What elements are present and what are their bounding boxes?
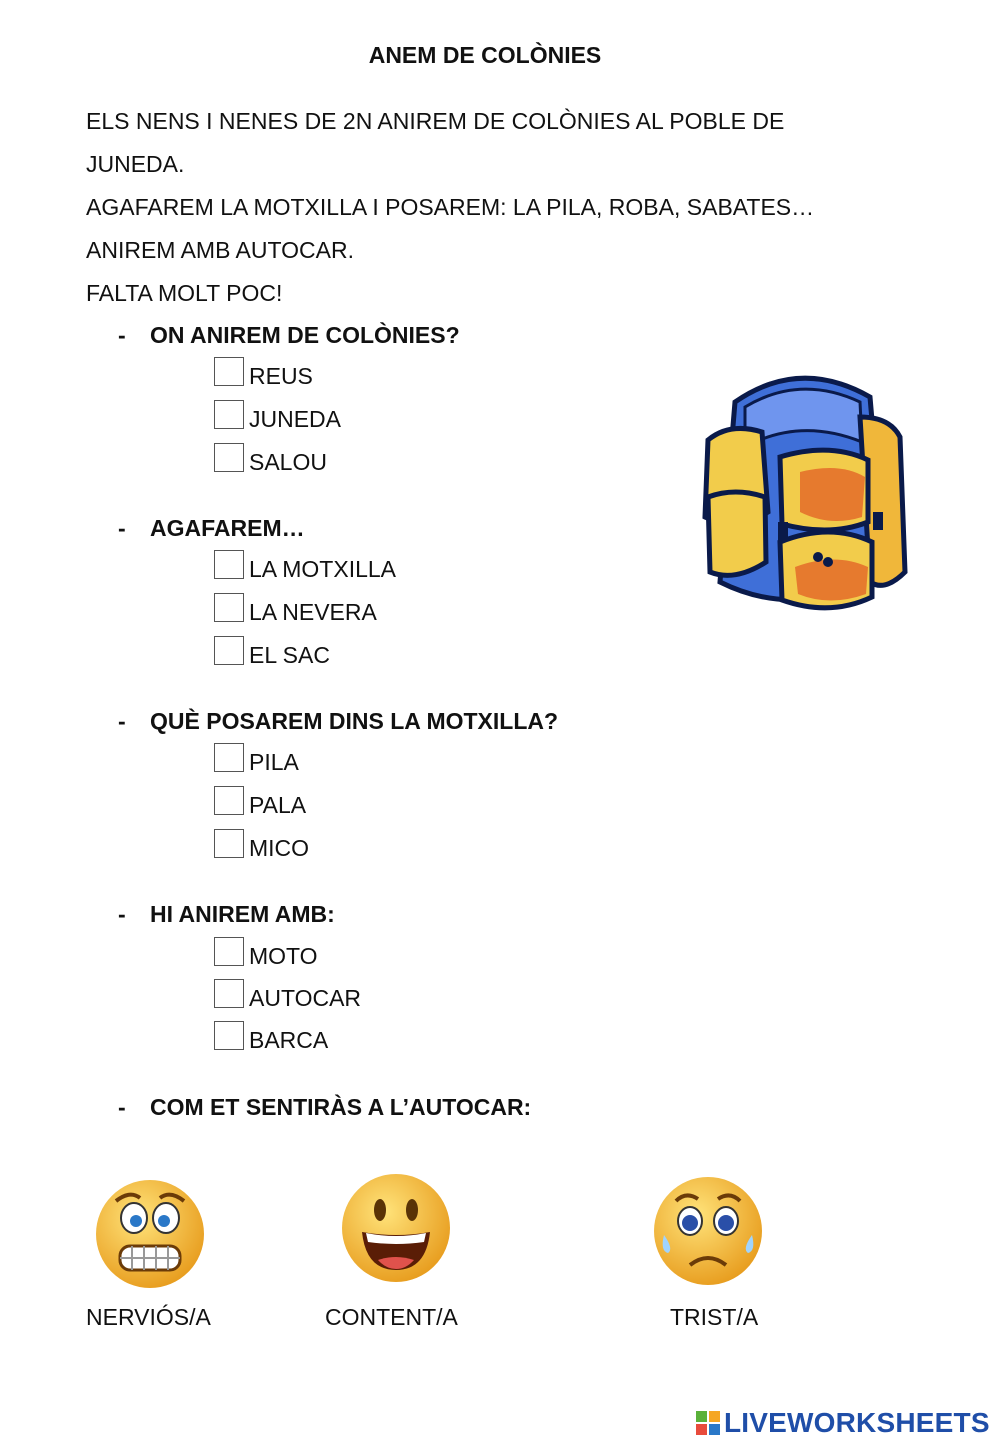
checkbox[interactable]	[214, 743, 244, 772]
option-el-sac[interactable]	[214, 635, 330, 667]
checkbox[interactable]	[214, 593, 244, 622]
option-label: JUNEDA	[249, 406, 342, 432]
option-label: LA MOTXILLA	[249, 556, 397, 582]
option-label: BARCA	[249, 1027, 329, 1053]
option-label: EL SAC	[249, 642, 330, 668]
nervous-face-icon	[92, 1176, 208, 1292]
option-barca[interactable]	[214, 1020, 328, 1052]
checkbox[interactable]	[214, 550, 244, 579]
option-mico[interactable]	[214, 828, 309, 860]
backpack-icon	[690, 362, 910, 622]
logo-icon	[696, 1411, 720, 1435]
feeling-label-happy: CONTENT/A	[325, 1304, 458, 1330]
intro-line-2: JUNEDA.	[86, 151, 185, 177]
question-text: QUÈ POSAREM DINS LA MOTXILLA?	[150, 708, 559, 734]
question-text: HI ANIREM AMB:	[150, 901, 335, 927]
option-label: LA NEVERA	[249, 599, 377, 625]
option-moto[interactable]	[214, 936, 318, 968]
option-label: PILA	[249, 749, 299, 775]
bullet-dash: -	[118, 322, 126, 348]
option-pila[interactable]	[214, 742, 299, 774]
option-label: MOTO	[249, 943, 318, 969]
intro-line-4: ANIREM AMB AUTOCAR.	[86, 237, 354, 263]
question-4	[118, 901, 335, 928]
option-autocar[interactable]	[214, 978, 361, 1010]
option-la-nevera[interactable]	[214, 592, 377, 624]
question-2	[118, 515, 305, 542]
checkbox[interactable]	[214, 937, 244, 966]
option-salou[interactable]	[214, 442, 327, 474]
feeling-label-nervous: NERVIÓS/A	[86, 1304, 211, 1330]
bullet-dash: -	[118, 901, 126, 927]
option-reus[interactable]	[214, 356, 313, 388]
bullet-dash: -	[118, 708, 126, 734]
question-text: ON ANIREM DE COLÒNIES?	[150, 322, 460, 348]
option-pala[interactable]	[214, 785, 306, 817]
logo-text: LIVEWORKSHEETS	[724, 1407, 990, 1438]
question-1	[118, 322, 460, 349]
option-label: AUTOCAR	[249, 985, 362, 1011]
checkbox[interactable]	[214, 829, 244, 858]
checkbox[interactable]	[214, 636, 244, 665]
option-la-motxilla[interactable]	[214, 549, 396, 581]
question-5	[118, 1094, 531, 1121]
bullet-dash: -	[118, 515, 126, 541]
option-juneda[interactable]	[214, 399, 341, 431]
bullet-dash: -	[118, 1094, 126, 1120]
intro-line-5: FALTA MOLT POC!	[86, 280, 283, 306]
checkbox[interactable]	[214, 979, 244, 1008]
question-3	[118, 708, 558, 735]
checkbox[interactable]	[214, 357, 244, 386]
checkbox[interactable]	[214, 1021, 244, 1050]
question-text: COM ET SENTIRÀS A L’AUTOCAR:	[150, 1094, 532, 1120]
option-label: MICO	[249, 835, 310, 861]
option-label: REUS	[249, 363, 313, 389]
page-title: ANEM DE COLÒNIES	[368, 42, 602, 68]
option-label: SALOU	[249, 449, 327, 475]
checkbox[interactable]	[214, 443, 244, 472]
liveworksheets-logo	[696, 1406, 990, 1440]
sad-face-icon	[650, 1173, 766, 1289]
checkbox[interactable]	[214, 400, 244, 429]
checkbox[interactable]	[214, 786, 244, 815]
happy-face-icon	[338, 1170, 454, 1286]
question-text: AGAFAREM…	[150, 515, 305, 541]
intro-line-3: AGAFAREM LA MOTXILLA I POSAREM: LA PILA, ROBA, SABATES…	[86, 194, 815, 220]
option-label: PALA	[249, 792, 307, 818]
intro-line-1: ELS NENS I NENES DE 2N ANIREM DE COLÒNIES AL POBLE DE	[86, 108, 785, 134]
feeling-label-sad: TRIST/A	[670, 1304, 759, 1330]
